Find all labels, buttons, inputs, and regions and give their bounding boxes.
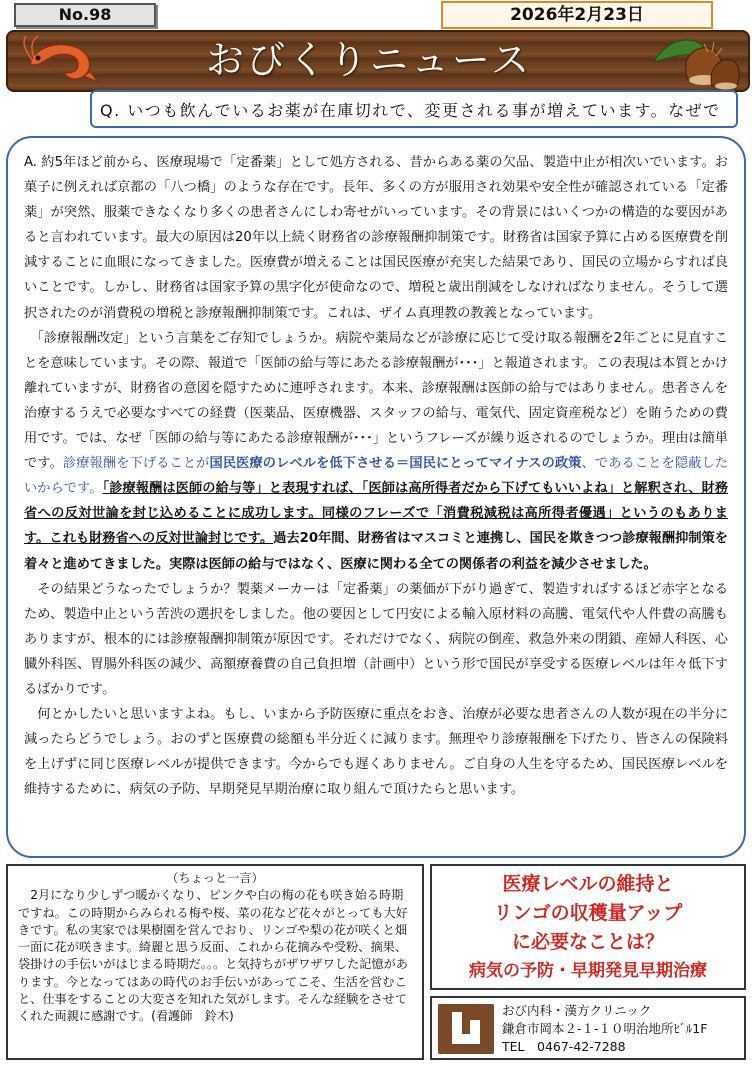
callout-line-3: に必要なことは？	[511, 931, 664, 953]
clinic-name: おび内科・漢方クリニック	[502, 1003, 652, 1018]
clinic-info	[430, 996, 746, 1060]
chestnut-icon	[650, 32, 742, 90]
callout-line-1: 医療レベルの維持と	[502, 873, 674, 895]
callout-box	[430, 864, 746, 990]
comment-heading: （ちょっと一言）	[166, 871, 264, 885]
clinic-phone: TEL 0467-42-7288	[502, 1039, 626, 1054]
answer-p3-text: その結果どうなったでしょうか？製薬メーカーは「定番薬」の薬価が下がり過ぎて、製造すればするほど赤字となるため、製造中止という苦渋の選択をしました。他の要因として円安による輸入原材料の高騰、電気代や人件費の高騰もありますが、根本的には診療報酬抑制策が原因です。それだけでなく、病院の倒産、救急外来の閉鎖、産婦人科医、心臓外科医、胃腸外科医の減少、高額療養費の自己負担増（計画中）という形で国民が享受する医療レベルは年々低下するばかりです。	[24, 581, 729, 697]
answer-paragraph-3	[24, 577, 728, 702]
callout-line-4: 病気の予防・早期発見早期治療	[469, 961, 707, 981]
answer-paragraph-1: A. 約5年ほど前から、医療現場で「定番薬」として処方される、昔からある薬の欠品、製造中止が相次いでいます。お菓子に例えれば京都の「八つ橋」のような存在です。長年、多くの方が服用され効果や安全性が確認されている「定番薬」が突然、服薬できなくなり多くの患者さんにしわ寄せがいっています。その背景にはいくつかの構造的な要因があると言われています。最大の原因は20年以上続く財務省の診療報酬抑制策です。財務省は国家予算に占める医療費を削減することに血眼になってきました。医療費が増えることは国民医療が充実した結果であり、国民の立場からすれば良いことです。しかし、財務省は国家予算の黒字化が使命なので、増税と歳出削減をしなければなりません。そうして選択されたのが消費税の増税と診療報酬抑制策です。これは、ザイム真理教の教義となっています。	[24, 155, 728, 321]
issue-number: No.98	[14, 3, 156, 27]
answer-p2-underlined: 「診療報酬は医師の給与等」と表現すれば、「医師は高所得者だから下げてもいいよね」と解釈され、財務省への反対世論を封じ込めることに成功します。同様のフレーズで「消費税減税は高所得者優遇」というのもあります。これも財務省への反対世論封じです。	[24, 481, 728, 547]
callout-line-2: リンゴの収穫量アップ	[493, 902, 683, 924]
answer-p2-text: 「診療報酬改定」という言葉をご存知でしょうか。病院や薬局などが診療に応じて受け取る報酬を2年ごとに見直すことを意味しています。その際、報道で「医師の給与等にあたる診療報酬が･･･」と報道されます。この表現は本質とかけ離れていますが、財務省の意図を隠すために連呼されます。本来、診療報酬は医師の給与ではありません。患者さんを治療するうえで必要なすべての経費（医薬品、医療機器、スタッフの給与、電気代、固定資産税など）を賄うための費用です。では、なぜ「医師の給与等にあたる診療報酬が･･･」というフレーズが繰り返されるのでしょうか。理由は簡単です。	[24, 330, 728, 472]
answer-paragraph-4	[24, 702, 728, 802]
answer-paragraph-2	[24, 326, 728, 577]
answer-p2-bold: 過去20年間、財務省はマスコミと連携し、国民を欺きつつ診療報酬抑制策を着々と進めてきました。実際は医師の給与ではなく、医療に関わる全ての関係者の利益を減少させました。	[24, 531, 728, 572]
shrimp-icon	[20, 34, 110, 88]
clinic-logo-icon	[438, 1004, 494, 1054]
answer-box	[6, 136, 746, 858]
title-banner	[6, 30, 750, 92]
question-box: Q. いつも飲んでいるお薬が在庫切れで、変更される事が増えています。なぜで	[90, 90, 738, 128]
clinic-address: 鎌倉市岡本２-１-１０明治地所ﾋﾞﾙ1F	[502, 1021, 708, 1036]
issue-date: 2026年2月23日	[441, 1, 713, 29]
answer-p4-text: 何とかしたいと思いますよね。もし、いまから予防医療に重点をおき、治療が必要な患者さんの人数が現在の半分に減ったらどうでしょう。おのずと医療費の総額も半分近くに減ります。無理やり診療報酬を下げたり、皆さんの保険料を上げずに同じ医療レベルが提供できます。今からでも遅くありません。ご自身の人生を守るため、国民医療レベルを維持するために、病気の予防、早期発見早期治療に取り組んで頂けたらと思います。	[24, 707, 729, 798]
comment-body-text: 2月になり少しずつ暖かくなり、ピンクや白の梅の花も咲き始る時期ですね。この時期からみられる梅や桜、菜の花など花々がとっても大好きです。私の実家では果樹園を営んでおり、リンゴや梨の花が咲くと畑一面に花が咲きます。綺麗と思う反面、これから花摘みや受粉、摘果、袋掛けの手伝いがはじまる時期だ。。。と気持ちがザワザワした記憶があります。今となってはあの時代のお手伝いがあってこそ、生活を営むこと、仕事をすることの大変さを知れた気がします。そんな経験をさせてくれた両親に感謝です。(看護師 鈴木)	[18, 888, 408, 1024]
answer-p2-emphasis: 診療報酬を下げることが	[62, 456, 210, 472]
clinic-text	[502, 1002, 707, 1056]
answer-p2-strong: 国民医療のレベルを低下させる＝国民にとってマイナスの政策	[209, 456, 582, 472]
answer-p2-emphasis-end: 、であることを隠蔽したいからです。	[24, 456, 728, 497]
newsletter-title: おびくりニュース	[206, 38, 533, 82]
comment-body	[18, 887, 412, 1025]
comment-box	[6, 864, 424, 1060]
